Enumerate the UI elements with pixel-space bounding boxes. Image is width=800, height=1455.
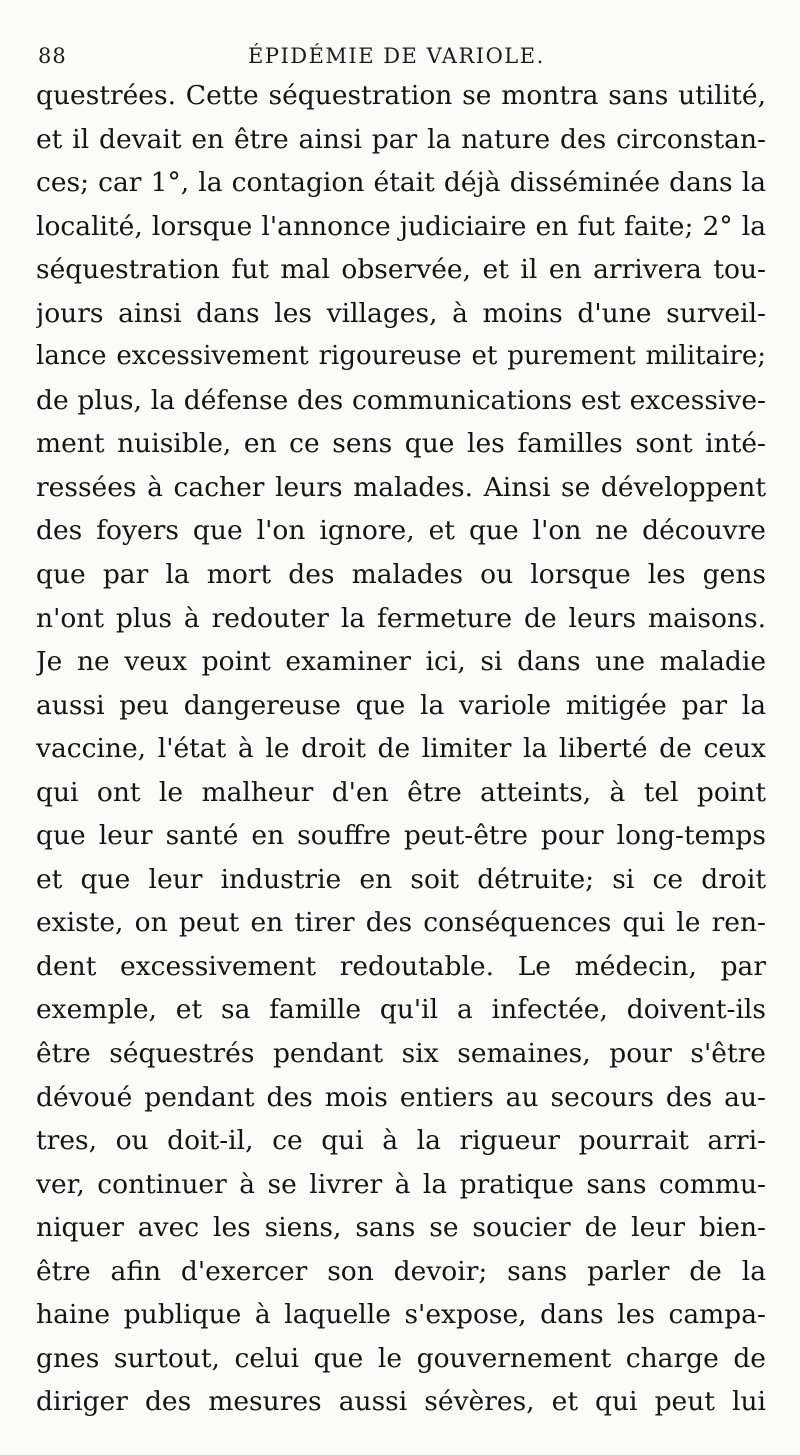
text-line: de plus, la défense des communications est excessive- bbox=[36, 384, 766, 416]
text-line: dent excessivement redoutable. Le médecin, par bbox=[36, 950, 766, 982]
text-line: tres, ou doit-il, ce qui à la rigueur pourrait arri- bbox=[36, 1125, 766, 1157]
text-line: haine publique à laquelle s'expose, dans les campa- bbox=[36, 1299, 766, 1331]
text-line: ver, continuer à se livrer à la pratique sans commu- bbox=[36, 1168, 766, 1200]
text-line: exemple, et sa famille qu'il a infectée, doivent-ils bbox=[36, 994, 766, 1026]
text-line: et il devait en être ainsi par la nature des circonstan- bbox=[36, 123, 766, 155]
running-title: ÉPIDÉMIE DE VARIOLE. bbox=[248, 44, 545, 68]
text-line: que par la mort des malades ou lorsque les gens bbox=[36, 559, 766, 591]
running-header bbox=[38, 40, 760, 70]
text-line: questrées. Cette séquestration se montra sans utilité, bbox=[36, 80, 766, 111]
text-line: gnes surtout, celui que le gouvernement charge de bbox=[36, 1342, 766, 1374]
text-line: vaccine, l'état à le droit de limiter la liberté de ceux bbox=[36, 733, 766, 765]
text-line: être afin d'exercer son devoir; sans parler de la bbox=[36, 1255, 766, 1287]
text-line: et que leur industrie en soit détruite; si ce droit bbox=[36, 863, 766, 895]
text-line: ment nuisible, en ce sens que les familles sont inté- bbox=[36, 428, 766, 460]
text-line: lance excessivement rigoureuse et purement militaire; bbox=[36, 341, 766, 372]
page-number: 88 bbox=[38, 44, 67, 68]
text-line: qui ont le malheur d'en être atteints, à tel point bbox=[36, 776, 766, 808]
text-line: n'ont plus à redouter la fermeture de leurs maisons. bbox=[36, 602, 766, 634]
text-line: ressées à cacher leurs malades. Ainsi se développent bbox=[36, 471, 766, 503]
text-line: que leur santé en souffre peut-être pour long-temps bbox=[36, 820, 766, 852]
text-line: jours ainsi dans les villages, à moins d'une surveil- bbox=[36, 297, 766, 329]
text-line: aussi peu dangereuse que la variole mitigée par la bbox=[36, 689, 766, 721]
text-line: des foyers que l'on ignore, et que l'on ne découvre bbox=[36, 515, 766, 547]
text-line: localité, lorsque l'annonce judiciaire en fut faite; 2° la bbox=[36, 210, 766, 242]
text-line: séquestration fut mal observée, et il en arrivera tou- bbox=[36, 254, 766, 286]
text-line: niquer avec les siens, sans se soucier de leur bien- bbox=[36, 1212, 766, 1244]
text-line: ces; car 1°, la contagion était déjà disséminée dans la bbox=[36, 167, 766, 199]
text-line: Je ne veux point examiner ici, si dans une maladie bbox=[36, 646, 766, 678]
text-line: être séquestrés pendant six semaines, pour s'être bbox=[36, 1038, 766, 1070]
text-line: diriger des mesures aussi sévères, et qui peut lui bbox=[36, 1386, 766, 1418]
text-line: dévoué pendant des mois entiers au secours des au- bbox=[36, 1081, 766, 1113]
body-text bbox=[36, 74, 766, 1424]
text-line: existe, on peut en tirer des conséquences qui le ren- bbox=[36, 907, 766, 939]
